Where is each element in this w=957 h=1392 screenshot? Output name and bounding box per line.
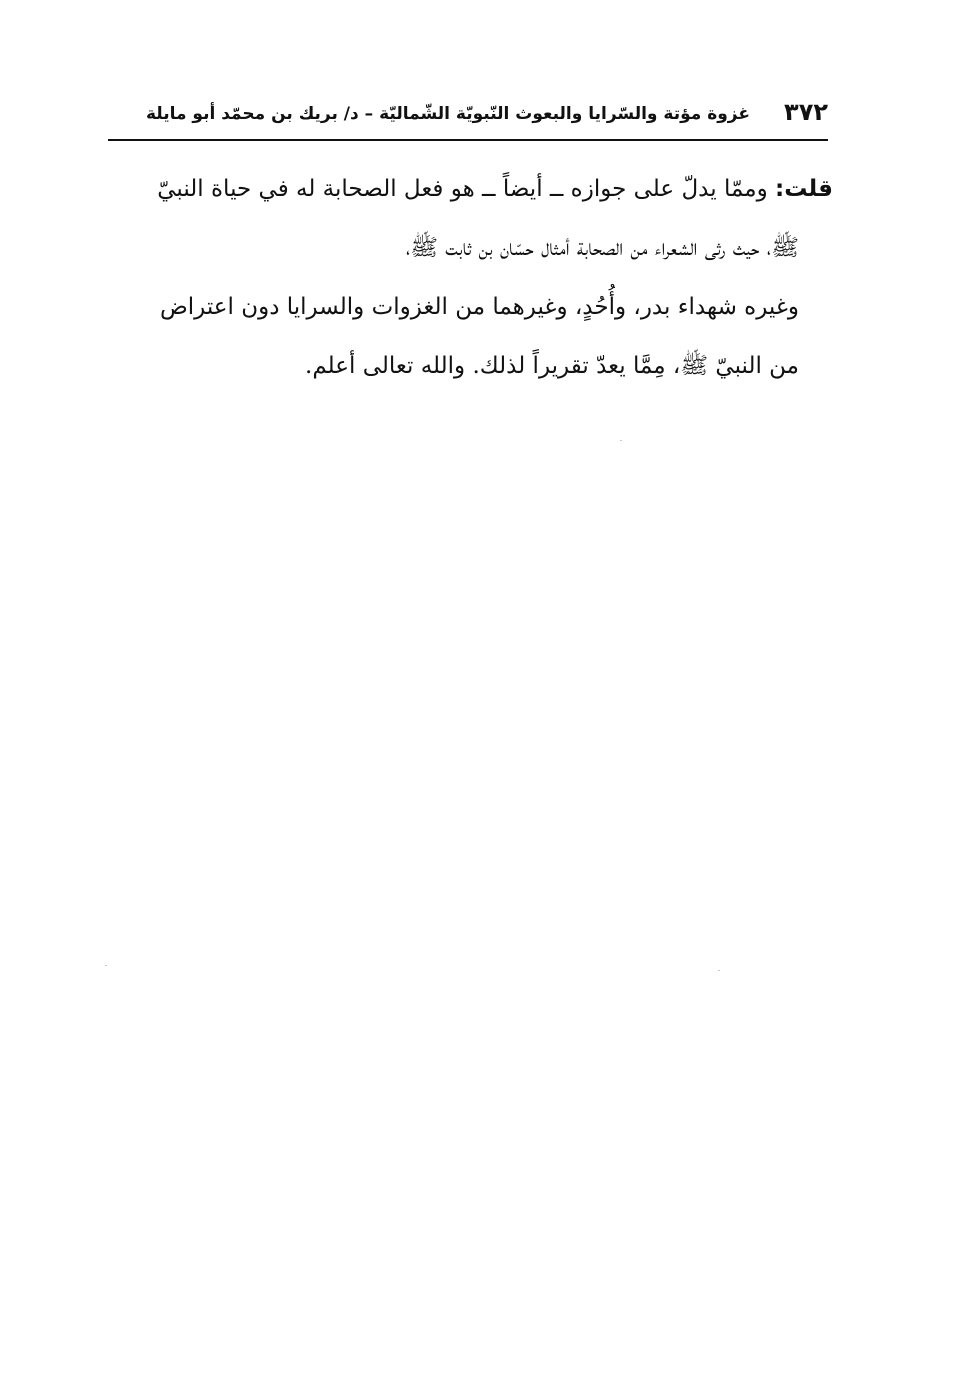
body-line-4-text: من النبيّ ﷺ، مِمَّا يعدّ تقريراً لذلك. والله تعالى أعلم. [305, 353, 799, 379]
scan-speck [620, 440, 622, 441]
scan-speck [105, 965, 107, 966]
lead-word: قلت: [775, 176, 833, 202]
scan-speck [718, 970, 720, 971]
body-line-3-text: وغيره شهداء بدر، وأُحُدٍ، وغيرهما من الغزوات والسرايا دون اعتراض [159, 294, 799, 320]
body-paragraph [108, 160, 833, 396]
running-header-title: غزوة مؤتة والسّرايا والبعوث النّبويّة الشّماليّة – د/ بريك بن محمّد أبو مايلة [145, 104, 750, 124]
body-line-4 [108, 337, 833, 396]
body-line-3 [108, 278, 833, 337]
body-line-2-text: ﷺ، حيث رثى الشعراء من الصحابة أمثال حسّان بن ثابت ﷺ، [405, 235, 799, 261]
body-line-1-text: وممّا يدلّ على جوازه ــ أيضاً ــ هو فعل الصحابة له في حياة النبيّ [157, 176, 775, 202]
body-line-1 [108, 160, 833, 219]
body-line-2 [108, 219, 833, 278]
header-divider [108, 139, 828, 141]
page-number: ٣٧٢ [784, 98, 828, 126]
running-header [108, 96, 828, 134]
